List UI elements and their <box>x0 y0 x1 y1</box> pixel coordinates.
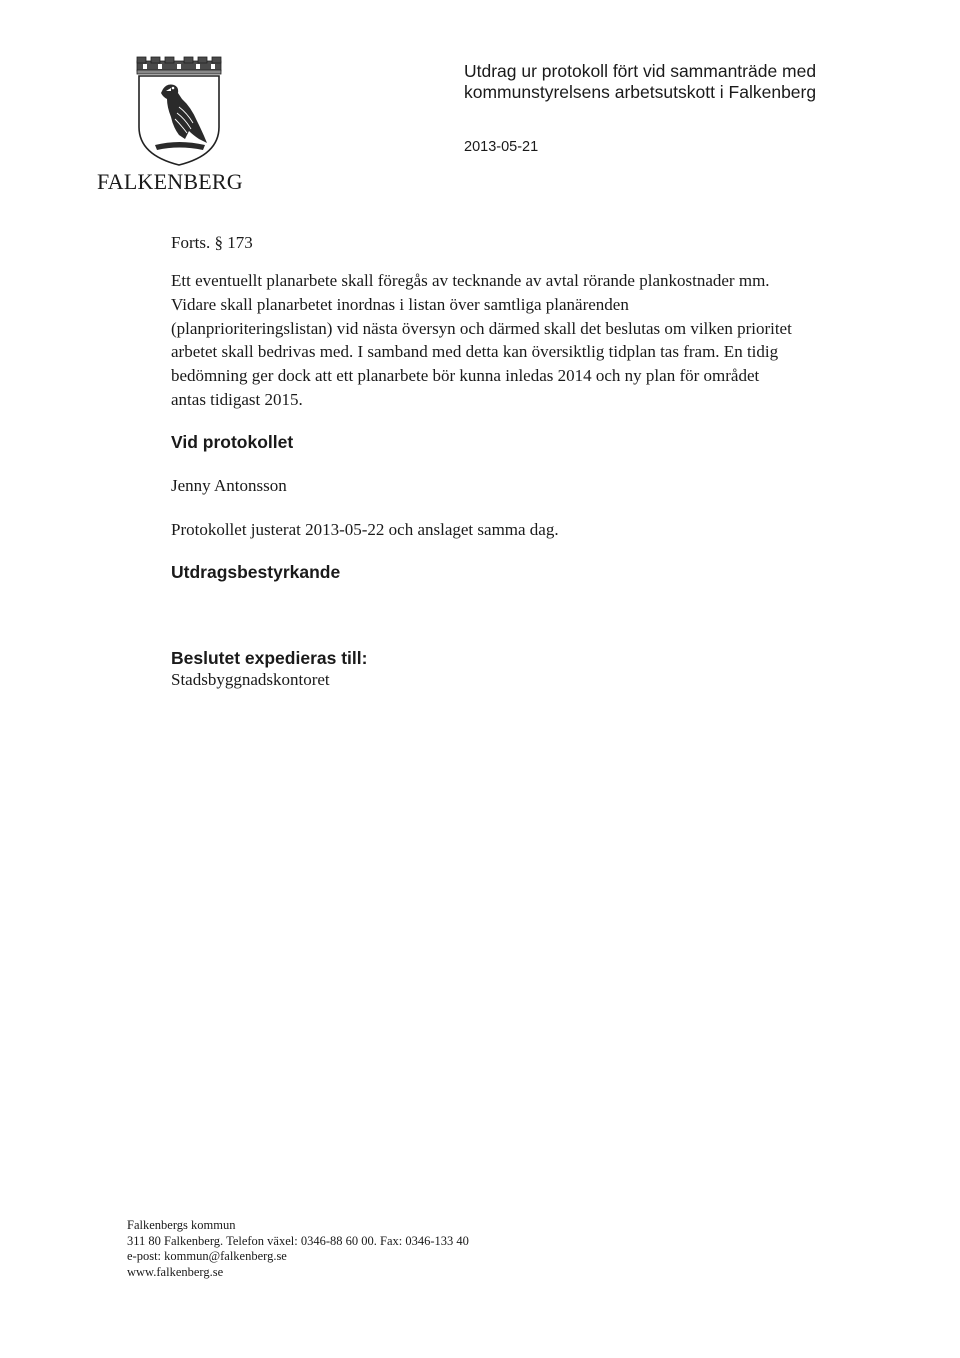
footer-address: 311 80 Falkenberg. Telefon växel: 0346-88 60 00. Fax: 0346-133 40 <box>127 1233 469 1248</box>
signer-name: Jenny Antonsson <box>171 476 287 495</box>
document-date: 2013-05-21 <box>464 139 539 155</box>
body-line: antas tidigast 2015. <box>171 389 303 409</box>
municipality-name: FALKENBERG <box>97 169 243 194</box>
body-line: arbetet skall bedrivas med. I samband med detta kan översiktlig tidplan tas fram. En tidig <box>171 342 779 362</box>
body-line: Ett eventuellt planarbete skall föregås av tecknande av avtal rörande plankostnader mm. <box>171 271 770 290</box>
footer-contact <box>127 1218 469 1280</box>
body-line: bedömning ger dock att ett planarbete bör kunna inledas 2014 och ny plan för området <box>171 366 760 386</box>
document-title-line-1: Utdrag ur protokoll fört vid sammanträde med <box>464 61 817 81</box>
section-continued-label: Forts. § 173 <box>171 233 253 252</box>
footer-web: www.falkenberg.se <box>127 1264 224 1279</box>
body-paragraph <box>171 269 851 412</box>
distribution-heading: Beslutet expedieras till: <box>171 648 368 668</box>
distribution-recipient: Stadsbyggnadskontoret <box>171 670 330 689</box>
justified-note: Protokollet justerat 2013-05-22 och anslaget samma dag. <box>171 520 559 539</box>
protocol-heading: Vid protokollet <box>171 432 294 452</box>
body-line: Vidare skall planarbetet inordnas i listan över samtliga planärenden <box>171 294 629 314</box>
document-title-line-2: kommunstyrelsens arbetsutskott i Falkenberg <box>464 82 817 102</box>
footer-email: e-post: kommun@falkenberg.se <box>127 1249 287 1263</box>
document-title <box>464 61 924 103</box>
footer-org: Falkenbergs kommun <box>127 1218 236 1232</box>
body-line: (planprioriteringslistan) vid nästa översyn och därmed skall det beslutas om vilken prioritet <box>171 318 792 338</box>
extract-heading: Utdragsbestyrkande <box>171 562 341 582</box>
falcon-crest-icon <box>133 55 225 167</box>
